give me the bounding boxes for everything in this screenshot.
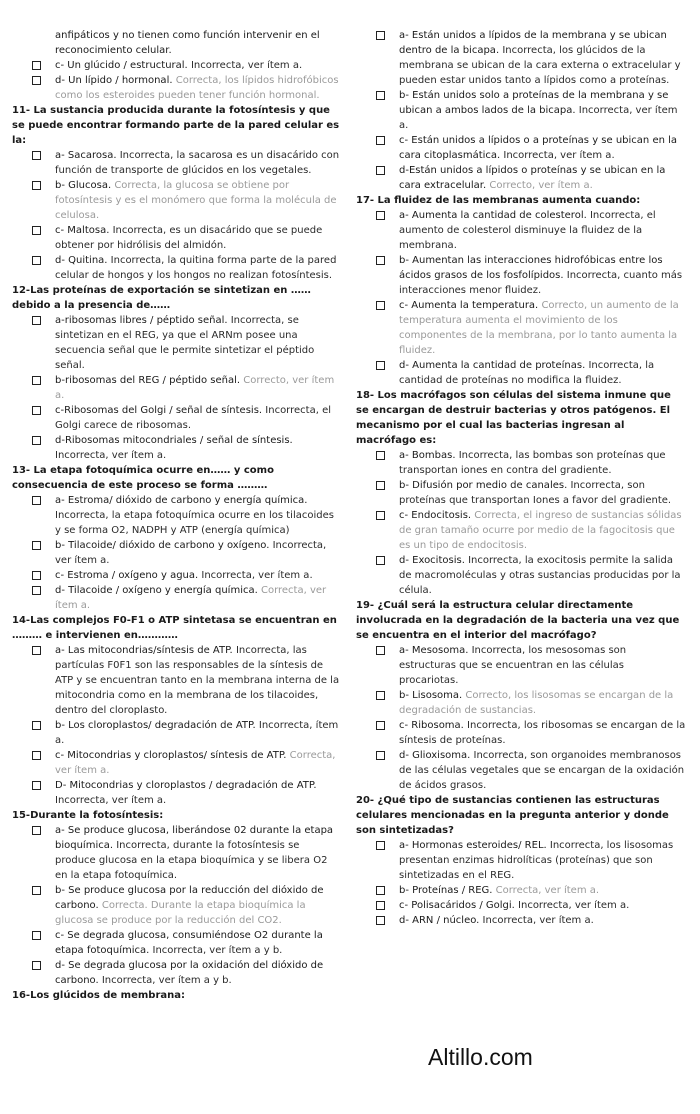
checkbox-icon[interactable] (376, 751, 385, 760)
option-answer: b- Se produce glucosa por la reducción del dióxido de carbono. (55, 885, 324, 911)
option-feedback: Correcto, ver ítem a. (55, 375, 335, 401)
option-answer: b- Lisosoma. (399, 690, 463, 701)
option-feedback: Incorrecta, los lisosomas presentan enzimas hidrolíticas (proteínas) que son sintetizadas en el REG. (399, 840, 674, 881)
answer-option (356, 643, 686, 688)
left-column (12, 28, 342, 1003)
answer-option (12, 403, 342, 433)
question-title: 20- ¿Qué tipo de sustancias contienen las estructuras celulares mencionadas en la pregunta anterior y donde son sintetizadas? (356, 795, 669, 836)
checkbox-icon[interactable] (376, 256, 385, 265)
answer-option (356, 163, 686, 193)
checkbox-icon[interactable] (32, 751, 41, 760)
option-answer: d- Aumenta la cantidad de proteínas. (399, 360, 586, 371)
option-feedback: Incorrecta, las partículas F0F1 son las responsables de la síntesis de ATP y se encuentran tanto en la membrana interna de la mitocondria como en la membrana de los tilacoides, dentro del cloroplasto. (55, 645, 340, 716)
question-title: 19- ¿Cuál será la estructura celular directamente involucrada en la degradación de la bacteria una vez que se encuentra en el interior del macrófago? (356, 600, 680, 641)
option-feedback: Incorrecta, ver ítem a. (55, 540, 327, 566)
checkbox-icon[interactable] (376, 556, 385, 565)
answer-option (12, 253, 342, 283)
answer-option (12, 883, 342, 928)
option-feedback: Incorrecta, ver ítem a. (55, 450, 167, 461)
answer-option (12, 73, 342, 103)
left-top-options (12, 58, 342, 103)
checkbox-icon[interactable] (32, 256, 41, 265)
answer-option (12, 778, 342, 808)
question-title: 13- La etapa fotoquímica ocurre en…… y como consecuencia de este proceso se forma ……… (12, 465, 274, 491)
option-feedback: Correcto, ver ítem a. (489, 180, 593, 191)
option-answer: c- Un glúcido / estructural. (55, 60, 188, 71)
option-answer: a- Mesosoma. (399, 645, 469, 656)
checkbox-icon[interactable] (32, 886, 41, 895)
question-title: 18- Los macrófagos son células del sistema inmune que se encargan de destruir bacterias y otros patógenos. El mecanismo por el cual las bacterias ingresan al macrófago es: (356, 390, 671, 446)
option-answer: a- Sacarosa. (55, 150, 117, 161)
option-answer: c- Maltosa. (55, 225, 110, 236)
option-feedback: Incorrecta, los mesosomas son estructuras que se encuentran en las células procariotas. (399, 645, 627, 686)
option-answer: c- Se degrada glucosa, consumiéndose O2 durante la etapa fotoquímica. (55, 930, 323, 956)
checkbox-icon[interactable] (376, 91, 385, 100)
answer-option (356, 748, 686, 793)
option-feedback: Incorrecta, ver ítem a. (55, 795, 167, 806)
checkbox-icon[interactable] (32, 76, 41, 85)
option-feedback: Correcta, ver ítem a. (55, 585, 327, 611)
checkbox-icon[interactable] (32, 586, 41, 595)
option-feedback: Correcta, el ingreso de sustancias sólidas de gran tamaño ocurre por medio de la fagocitosis que es un tipo de endocitosis. (399, 510, 682, 551)
option-answer: b-ribosomas del REG / péptido señal. (55, 375, 241, 386)
option-feedback: Incorrecta, las bombas son proteínas que transportan iones en contra del gradiente. (399, 450, 666, 476)
checkbox-icon[interactable] (32, 151, 41, 160)
checkbox-icon[interactable] (32, 541, 41, 550)
question-title: 15-Durante la fotosíntesis: (12, 810, 164, 821)
question-title: 17- La fluidez de las membranas aumenta cuando: (356, 195, 641, 206)
checkbox-icon[interactable] (32, 961, 41, 970)
checkbox-icon[interactable] (376, 841, 385, 850)
answer-option (356, 913, 686, 928)
checkbox-icon[interactable] (376, 301, 385, 310)
checkbox-icon[interactable] (376, 136, 385, 145)
option-answer: a- Las mitocondrias/síntesis de ATP. (55, 645, 233, 656)
checkbox-icon[interactable] (32, 931, 41, 940)
option-feedback: Incorrecta, la exocitosis permite la salida de macromoléculas y otras sustancias producidas por la célula. (399, 555, 681, 596)
option-feedback: Incorrecta, son organoides membranosos de las células vegetales que se encargan de la oxidación de ácidos grasos. (399, 750, 685, 791)
checkbox-icon[interactable] (376, 901, 385, 910)
option-feedback: Incorrecta, el Golgi carece de ribosomas. (55, 405, 331, 431)
option-feedback: Correcta, los lípidos hidrofóbicos como los esteroides pueden tener función hormonal. (55, 75, 339, 101)
checkbox-icon[interactable] (376, 361, 385, 370)
answer-option (356, 508, 686, 553)
option-feedback: Incorrecta, la quitina forma parte de la pared celular de hongos y los hongos no realizan fotosíntesis. (55, 255, 337, 281)
option-answer: b- Difusión por medio de canales. (399, 480, 568, 491)
answer-option (12, 373, 342, 403)
option-feedback: Incorrecta, ver ítem a y b. (101, 975, 232, 986)
checkbox-icon[interactable] (32, 496, 41, 505)
checkbox-icon[interactable] (376, 886, 385, 895)
answer-option (12, 313, 342, 373)
question-title: 12-Las proteínas de exportación se sintetizan en ……debido a la presencia de…… (12, 285, 311, 311)
option-feedback: Correcta. Durante la etapa bioquímica la glucosa se produce por la reducción del CO2. (55, 900, 306, 926)
answer-option (356, 838, 686, 883)
option-answer: c- Ribosoma. (399, 720, 464, 731)
checkbox-icon[interactable] (32, 406, 41, 415)
answer-option (12, 538, 342, 568)
option-answer: b- Tilacoide/ dióxido de carbono y oxígeno. (55, 540, 270, 551)
right-column (356, 28, 686, 928)
answer-option (356, 358, 686, 388)
option-answer: d- Glioxisoma. (399, 750, 471, 761)
answer-option (12, 928, 342, 958)
answer-option (356, 448, 686, 478)
option-answer: d- Un lípido / hormonal. (55, 75, 173, 86)
checkbox-icon[interactable] (32, 571, 41, 580)
answer-option (12, 178, 342, 223)
checkbox-icon[interactable] (376, 211, 385, 220)
answer-option (12, 643, 342, 718)
option-answer: c- Estroma / oxígeno y agua. (55, 570, 199, 581)
answer-option (12, 148, 342, 178)
option-feedback: Correcta, la glucosa se obtiene por fotosíntesis y es el monómero que forma la molécula de celulosa. (55, 180, 337, 221)
checkbox-icon[interactable] (376, 721, 385, 730)
option-feedback: Incorrecta, los glúcidos de la membrana se ubican de la cara externa o extracelular y pueden estar unidos tanto a lípidos como a proteínas. (399, 45, 681, 86)
option-answer: b- Glucosa. (55, 180, 112, 191)
option-answer: d-Ribosomas mitocondriales / señal de síntesis. (55, 435, 293, 446)
answer-option (12, 433, 342, 463)
option-feedback: Incorrecta, ver ítem a. (190, 60, 303, 71)
checkbox-icon[interactable] (32, 646, 41, 655)
option-feedback: Correcta, ver ítem a. (55, 750, 336, 776)
option-answer: c- Polisacáridos / Golgi. (399, 900, 515, 911)
answer-option (12, 958, 342, 988)
option-feedback: Incorrecta, es un disacárido que se puede obtener por hidrólisis del almidón. (55, 225, 323, 251)
answer-option (356, 88, 686, 133)
option-answer: c-Ribosomas del Golgi / señal de síntesis. (55, 405, 263, 416)
option-answer: d- Tilacoide / oxígeno y energía química. (55, 585, 258, 596)
option-answer: c- Aumenta la temperatura. (399, 300, 539, 311)
option-answer: d-Están unidos a lípidos o proteínas y se ubican en la cara extracelular. (399, 165, 666, 191)
option-answer: d- Quitina. (55, 255, 108, 266)
option-feedback: Incorrecta, ver ítem a y b. (152, 945, 283, 956)
answer-option (356, 208, 686, 253)
right-questions (356, 193, 686, 928)
answer-option (12, 493, 342, 538)
option-feedback: Incorrecta, ítem a. (55, 720, 339, 746)
answer-option (356, 883, 686, 898)
checkbox-icon[interactable] (376, 916, 385, 925)
answer-option (356, 28, 686, 88)
option-answer: a- Se produce glucosa, liberándose 02 durante la etapa bioquímica. (55, 825, 334, 851)
option-feedback: Incorrecta, se sintetizan en el REG, ya que el ARNm posee una secuencia señal que le permite sintetizar el péptido señal. (55, 315, 315, 371)
answer-option (12, 718, 342, 748)
option-answer: b- Están unidos solo a proteínas de la membrana y se ubican a ambos lados de la bicapa. (399, 90, 669, 116)
option-answer: d- Exocitosis. (399, 555, 465, 566)
option-answer: a- Aumenta la cantidad de colesterol. (399, 210, 587, 221)
checkbox-icon[interactable] (376, 511, 385, 520)
answer-option (356, 718, 686, 748)
checkbox-icon[interactable] (376, 691, 385, 700)
checkbox-icon[interactable] (32, 781, 41, 790)
answer-option (356, 553, 686, 598)
option-answer: d- Se degrada glucosa por la oxidación del dióxido de carbono. (55, 960, 324, 986)
option-answer: a- Están unidos a lípidos de la membrana y se ubican dentro de la bicapa. (399, 30, 667, 56)
option-feedback: Incorrecta, ver ítem a. (201, 570, 313, 581)
checkbox-icon[interactable] (32, 316, 41, 325)
option-feedback: Incorrecta, la sacarosa es un disacárido con función de transporte de glúcidos en los vegetales. (55, 150, 340, 176)
question-title: 14-Las complejos F0-F1 o ATP sintetasa se encuentran en ……… e intervienen en………… (12, 615, 337, 641)
answer-option (356, 478, 686, 508)
option-answer: D- Mitocondrias y cloroplastos / degradación de ATP. (55, 780, 317, 791)
answer-option (356, 133, 686, 163)
option-answer: b- Aumentan las interacciones hidrofóbicas entre los ácidos grasos de los fosfolípidos. (399, 255, 663, 281)
option-feedback: Incorrecta, durante la fotosíntesis se produce glucosa en la etapa bioquímica y se libera O2 en la etapa fotoquímica. (55, 840, 328, 881)
option-answer: b- Los cloroplastos/ degradación de ATP. (55, 720, 256, 731)
option-feedback: Incorrecta, el aumento de colesterol disminuye la fluidez de la membrana. (399, 210, 656, 251)
checkbox-icon[interactable] (32, 226, 41, 235)
answer-option (356, 253, 686, 298)
option-answer: a-ribosomas libres / péptido señal. (55, 315, 228, 326)
checkbox-icon[interactable] (32, 61, 41, 70)
option-feedback: Incorrecta, ver ítem a. (503, 150, 615, 161)
answer-option (12, 58, 342, 73)
option-feedback: Incorrecta, ver ítem a. (518, 900, 630, 911)
option-answer: c- Endocitosis. (399, 510, 472, 521)
continuation-text: anfipáticos y no tienen como función intervenir en el reconocimiento celular. (55, 30, 320, 56)
checkbox-icon[interactable] (376, 166, 385, 175)
answer-option (356, 898, 686, 913)
answer-option (356, 298, 686, 358)
question-title: 16-Los glúcidos de membrana: (12, 990, 186, 1001)
option-feedback: Incorrecta, ver ítem a. (399, 105, 678, 131)
left-questions (12, 103, 342, 1003)
option-answer: c- Están unidos a lípidos o a proteínas y se ubican en la cara citoplasmática. (399, 135, 678, 161)
checkbox-icon[interactable] (32, 721, 41, 730)
option-feedback: Correcto, un aumento de la temperatura aumenta el movimiento de los componentes de la membrana, por lo tanto aumenta la fluidez. (399, 300, 679, 356)
option-feedback: Incorrecta, son proteínas que transportan Iones a favor del gradiente. (399, 480, 672, 506)
checkbox-icon[interactable] (376, 31, 385, 40)
option-answer: d- ARN / núcleo. (399, 915, 480, 926)
option-feedback: Correcta, ver ítem a. (495, 885, 600, 896)
checkbox-icon[interactable] (32, 436, 41, 445)
option-feedback: Incorrecta, ver ítem a. (482, 915, 594, 926)
answer-option (12, 568, 342, 583)
option-feedback: Incorrecta, cuanto más interacciones menor fluidez. (399, 270, 683, 296)
answer-option (12, 823, 342, 883)
option-feedback: Incorrecta, la cantidad de proteínas no modifica la fluidez. (399, 360, 655, 386)
answer-option (12, 748, 342, 778)
right-top-options (356, 28, 686, 193)
answer-option (12, 223, 342, 253)
brand-watermark: Altillo.com (428, 1044, 533, 1070)
option-answer: c- Mitocondrias y cloroplastos/ síntesis de ATP. (55, 750, 287, 761)
question-title: 11- La sustancia producida durante la fotosíntesis y que se puede encontrar formando parte de la pared celular es la: (12, 105, 340, 146)
checkbox-icon[interactable] (376, 481, 385, 490)
option-feedback: Incorrecta, los ribosomas se encargan de la síntesis de proteínas. (399, 720, 686, 746)
answer-option (356, 688, 686, 718)
option-answer: a- Hormonas esteroides/ REL. (399, 840, 547, 851)
checkbox-icon[interactable] (32, 376, 41, 385)
option-answer: b- Proteínas / REG. (399, 885, 493, 896)
option-feedback: Correcto, los lisosomas se encargan de la degradación de sustancias. (399, 690, 674, 716)
answer-option (12, 583, 342, 613)
option-answer: a- Estroma/ dióxido de carbono y energía química. (55, 495, 308, 506)
option-answer: a- Bombas. (399, 450, 456, 461)
option-feedback: Incorrecta, la etapa fotoquímica ocurre en los tilacoides y se forma O2, NADPH y ATP (energía química) (55, 510, 334, 536)
checkbox-icon[interactable] (32, 826, 41, 835)
checkbox-icon[interactable] (376, 451, 385, 460)
checkbox-icon[interactable] (32, 181, 41, 190)
checkbox-icon[interactable] (376, 646, 385, 655)
